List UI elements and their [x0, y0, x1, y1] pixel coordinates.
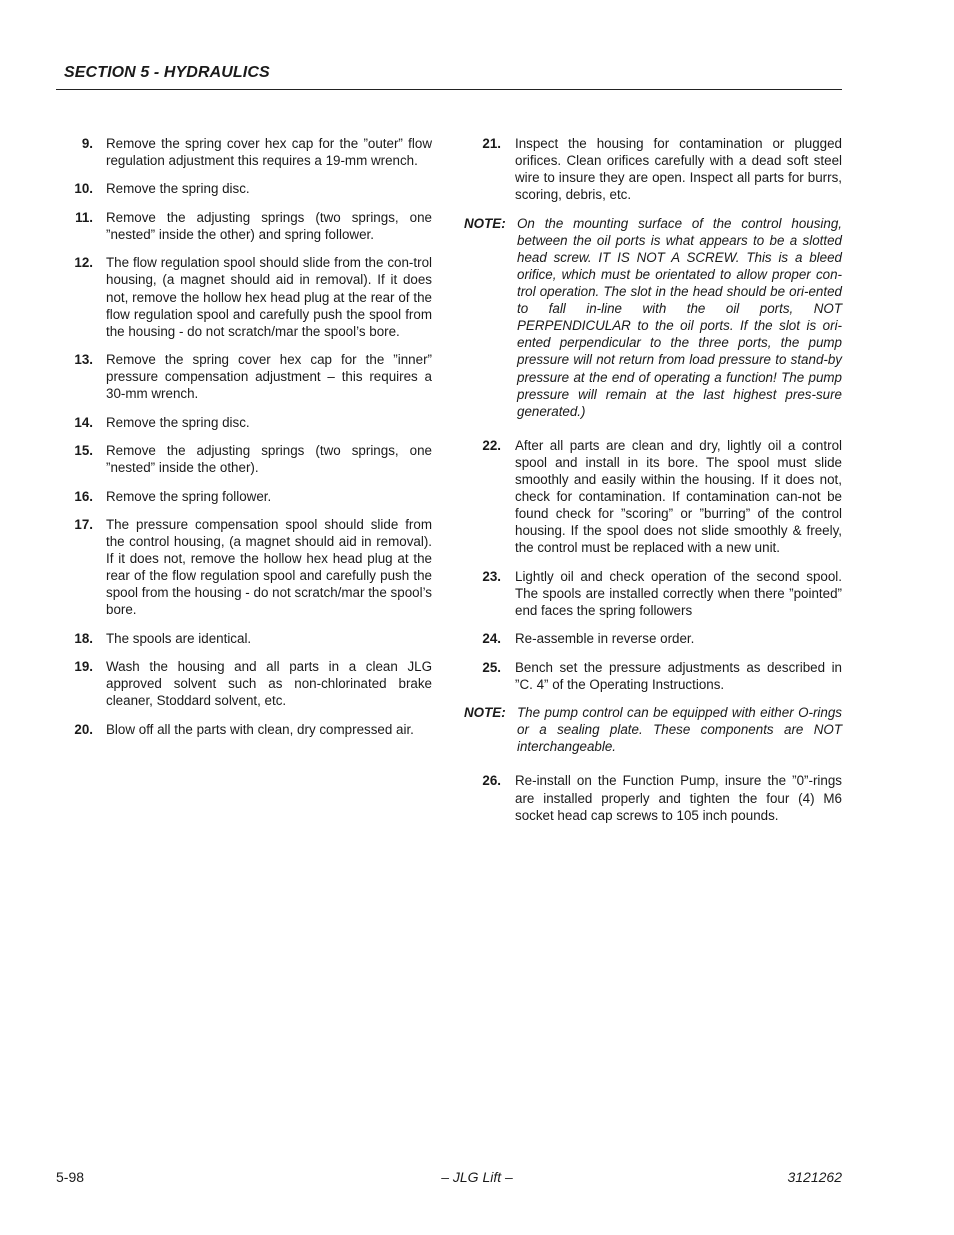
right-column	[464, 135, 842, 835]
note-bleed-orifice	[464, 215, 842, 420]
step-number: 11.	[75, 209, 93, 225]
step-number: 9.	[81, 136, 93, 151]
step-17	[64, 516, 432, 619]
step-text: Wash the housing and all parts in a clean JLG approved solvent such as non-chlorinated brake cleaner, Stoddard solvent, etc.	[106, 659, 432, 709]
step-19	[64, 658, 432, 709]
step-number: 15.	[74, 443, 93, 459]
step-26	[464, 772, 842, 823]
step-16	[64, 488, 432, 505]
step-11	[64, 209, 432, 243]
step-20	[64, 721, 432, 738]
note-label: NOTE:	[464, 215, 506, 231]
step-text: Remove the adjusting springs (two springs, one ”nested” inside the other) and spring follower.	[106, 209, 432, 242]
step-number: 25.	[482, 659, 501, 675]
step-number: 16.	[74, 488, 93, 504]
step-number: 26.	[482, 773, 501, 789]
left-column	[64, 135, 432, 749]
section-title: SECTION 5 - HYDRAULICS	[64, 64, 270, 81]
step-text: Remove the spring follower.	[106, 488, 272, 504]
step-number: 18.	[74, 630, 93, 646]
document-number: 3121262	[787, 1169, 842, 1185]
note-sealing-plate	[464, 704, 842, 755]
step-text: The pressure compensation spool should slide from the control housing, (a magnet should aid in removal). If it does not, remove the hollow hex head plug at the rear of the flow regulation spool and carefully push the spool from the housing - do not scratch/mar the spool’s bore.	[106, 516, 432, 618]
note-text: The pump control can be equipped with either O-rings or a sealing plate. These components are NOT interchangeable.	[517, 705, 842, 755]
step-text: Re-assemble in reverse order.	[515, 631, 695, 647]
step-21	[464, 135, 842, 203]
step-text: Bench set the pressure adjustments as described in ”C. 4” of the Operating Instructions.	[515, 659, 842, 692]
step-text: The spools are identical.	[106, 630, 252, 646]
note-label: NOTE:	[464, 705, 506, 721]
step-number: 12.	[74, 255, 93, 271]
step-number: 10.	[74, 181, 93, 197]
step-number: 22.	[482, 437, 501, 453]
step-text: After all parts are clean and dry, lightly oil a control spool and install in its bore. The spool must slide smoothly and easily within the housing. If it does not, check for contamination. If contamination can-not be found check for ”scoring” or ”burring” of the control housing. If the spool does not slide smoothly & freely, the control must be replaced with a new unit.	[515, 437, 842, 556]
step-number: 19.	[74, 659, 93, 675]
footer-brand: – JLG Lift –	[441, 1169, 513, 1185]
step-number: 13.	[74, 352, 93, 368]
step-text: Remove the spring disc.	[106, 181, 250, 197]
step-text: The flow regulation spool should slide from the con-trol housing, (a magnet should aid in removal). If it does not, remove the hollow hex head plug at the rear of the flow regulation spool and carefully push the spool from the housing - do not scratch/mar the spool’s bore.	[106, 255, 432, 339]
page-number: 5-98	[56, 1169, 85, 1185]
step-text: Remove the spring cover hex cap for the ”inner” pressure compensation adjustment – this requires a 30-mm wrench.	[106, 352, 432, 402]
note-text: On the mounting surface of the control housing, between the oil ports is what appears to be a slotted head screw. IT IS NOT A SCREW. This is a bleed orifice, which must be orientated to allow proper con-trol operation. The slot in the head should be ori-ented to fall in-line with the oil ports, NOT PERPENDICULAR to the oil ports. If the slot is ori-ented perpendicular to the three ports, the pump pressure will not return from load pressure to stand-by pressure at the end of operating a function! The pump pressure will remain at the last highest pres-sure generated.)	[517, 215, 842, 419]
step-25	[464, 659, 842, 693]
step-number: 17.	[74, 516, 93, 532]
step-text: Remove the spring cover hex cap for the ”outer” flow regulation adjustment this requires a 19-mm wrench.	[106, 136, 432, 169]
step-22	[464, 437, 842, 557]
step-number: 20.	[74, 721, 93, 737]
step-24	[464, 630, 842, 647]
step-text: Inspect the housing for contamination or plugged orifices. Clean orifices carefully with a dead soft steel wire to insure they are open. Inspect all parts for burrs, scoring, debris, etc.	[515, 136, 842, 203]
step-text: Blow off all the parts with clean, dry compressed air.	[106, 721, 414, 737]
step-number: 24.	[482, 631, 501, 647]
step-23	[464, 568, 842, 619]
step-text: Re-install on the Function Pump, insure the ”0”-rings are installed properly and tighten the four (4) M6 socket head cap screws to 105 inch pounds.	[515, 773, 842, 823]
step-15	[64, 442, 432, 476]
step-number: 23.	[482, 568, 501, 584]
step-9	[64, 135, 432, 169]
step-13	[64, 351, 432, 402]
header-rule	[56, 89, 842, 90]
step-text: Lightly oil and check operation of the second spool. The spools are installed correctly when there ”pointed” end faces the spring followers	[515, 568, 842, 618]
step-text: Remove the adjusting springs (two springs, one ”nested” inside the other).	[106, 443, 432, 476]
step-text: Remove the spring disc.	[106, 414, 250, 430]
step-18	[64, 630, 432, 647]
step-14	[64, 414, 432, 431]
step-number: 21.	[482, 136, 501, 151]
step-10	[64, 180, 432, 197]
step-number: 14.	[74, 414, 93, 430]
step-12	[64, 254, 432, 339]
